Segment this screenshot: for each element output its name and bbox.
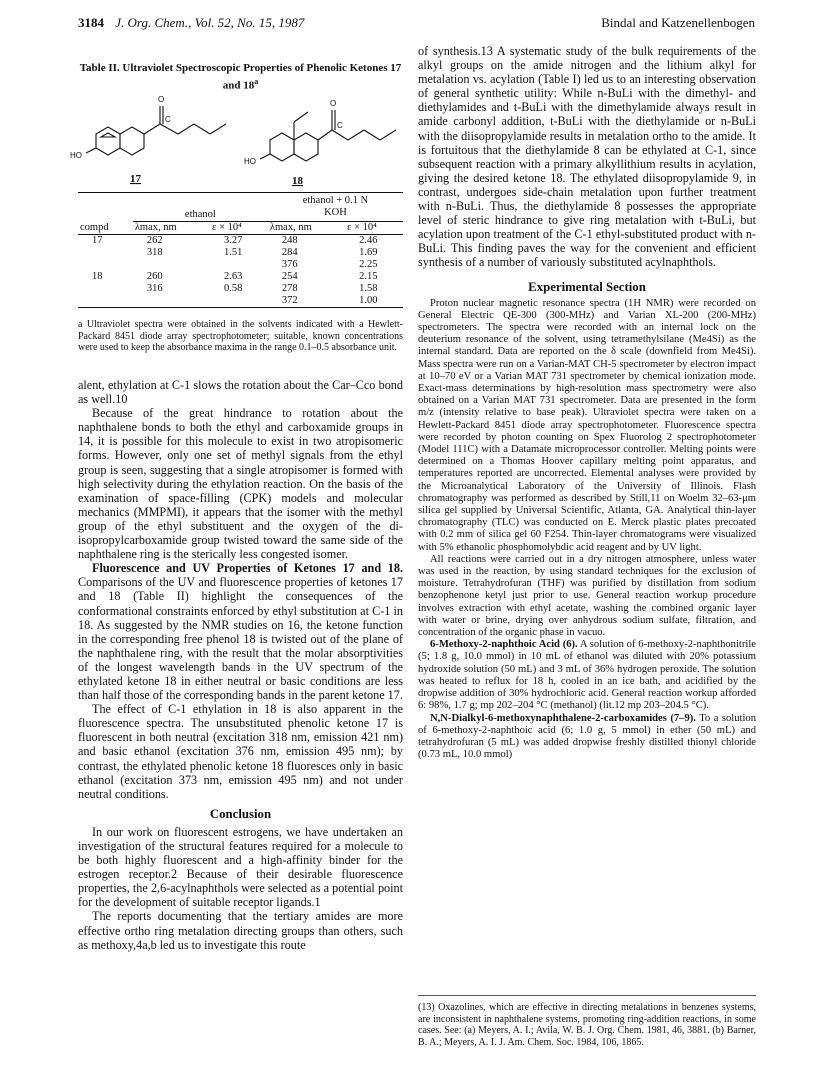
run-in-heading: 6-Methoxy-2-naphthoic Acid (6).: [430, 639, 578, 651]
paragraph: N,N-Dialkyl-6-methoxynaphthalene-2-carboxamides (7–9). To a solution of 6-methoxy-2-naphthoic acid (6; 1.0 g, 5 mmol) in ether (50 mL) and tetrahydrofuran (5 mL) was added dropwise freshly distilled thionyl chloride (0.73 mL, 10.0 mmol): [418, 712, 756, 761]
left-column: [78, 378, 403, 952]
col-eps-2: ε × 10⁴: [345, 222, 403, 235]
paragraph: The reports documenting that the tertiary amides are more effective ortho ring metalation directing groups than others, such as methoxy,4a,b led us to investigate this route: [78, 909, 403, 952]
col-eps-1: ε × 10⁴: [210, 222, 268, 235]
running-authors: Bindal and Katzenellenbogen: [601, 15, 755, 30]
table-row: 18 260 2.63 254 2.15: [92, 271, 378, 282]
running-header: [78, 15, 755, 33]
paragraph: The effect of C-1 ethylation in 18 is also apparent in the fluorescence spectra. The unsubstituted phenolic ketone 17 is fluorescent in both neutral (excitation 318 nm, emission 421 nm) and basic ethanol (excitation 376 nm, emission 495 nm); by contrast, the ethylated phenolic ketone 18 fluoresces only in basic ethanol (excitation 373 nm, emission 495 nm) and not under neutral conditions.: [78, 702, 403, 801]
paragraph: Proton nuclear magnetic resonance spectra (1H NMR) were recorded on General Electric QE-300 (300-MHz) and Varian XL-200 (200-MHz) spectrometers. The spectra were recorded with an internal lock on the deuterium resonance of the solvent, using tetramethylsilane (Me4Si) as the internal standard. Data are reported on the δ scale (downfield from Me4Si). Mass spectra were run on a Varian-MAT CH-5 spectrometer by electron impact at 10–70 eV or a Varian MAT 731 spectrometer by chemical ionization mode. Exact-mass determinations by high-resolution mass spectrometry were also obtained on a Varian MAT 731 spectrometer. Data are presented in the form m/z (intensity relative to base peak). Ultraviolet spectra were taken on a Hewlett-Packard 8451 diode array spectrophotometer. Fluorescence spectra were recorded by photon counting on Spex Fluorolog 2 spectrophotometer (Model 111C) with a Datamate microprocessor controller. Melting points were determined on a Thomas Hoover capillary melting point apparatus, and temperatures reported are uncorrected. Elemental analyses were provided by the Microanalytical Laboratory of the University of Illinois. Flash chromatography was performed as described by Still,11 on Woelm 32–63-μm silica gel supplied by Universal Scientific, Atlanta, GA. Analytical thin-layer chromatography (TLC) was conducted on E. Merck plastic plates precoated with 0.2 mm of silica gel 60 F254. Thin-layer chromatograms were visualized with 5% ethanolic phosphomolybdic acid reagent and by UV light.: [418, 297, 756, 553]
carbon-label-18: C: [337, 121, 343, 130]
paragraph: In our work on fluorescent estrogens, we have undertaken an investigation of the structural features required for a molecule to be both highly fluorescent and a high-affinity binder for the estrogen receptor.2 Because of their desirable fluorescence properties, the 2,6-acylnaphthols were selected as a potential point for the development of suitable receptor ligands.1: [78, 824, 403, 910]
right-column: [418, 44, 756, 761]
group-ethanol-koh: ethanol + 0.1 N KOH: [302, 195, 369, 218]
group-ethanol: ethanol: [184, 209, 216, 220]
table-row: 17 262 3.27 248 2.46: [92, 235, 378, 246]
paragraph: of synthesis.13 A systematic study of the bulk requirements of the alkyl groups on the amide nitrogen and the lithium alkyl for metalation vs. acylation (Table I) led us to an interesting observation of general synthetic utility: While n-BuLi with the dimethyl- and diethylamides and t-BuLi with the dimethylamide always result in amide carbonyl addition, t-BuLi with the diethylamide or n-BuLi with the diisopropylamide results in metalation ortho to the amide. It is fortuitous that the diethylamide 8 can be ethylated at C-1, since subsequent reaction with a primary alkyllithium results in acylation, giving the desired ketone 18. The ethylated diisopropylamide 9, in contrast, undergoes side-chain metalation upon further treatment with n-BuLi. Thus, the diethylamide 8 possesses the appropriate level of steric hindrance to give ring metalation with t-BuLi, but acylation upon treatment of the C-1 ethyl-substituted product with n-BuLi. This finding paves the way for the convenient and efficient synthesis of a number of variously substituted acylnaphthols.: [418, 44, 756, 270]
table-row: 372 1.00: [78, 295, 403, 308]
chemical-structures: [70, 92, 403, 192]
paragraph: Fluorescence and UV Properties of Ketones 17 and 18. Comparisons of the UV and fluorescence properties of ketones 17 and 18 (Table II) highlight the consequences of the conformational constraints enforced by ethyl substitution at C-1 in 18. As suggested by the NMR studies on 16, the ketone function in the corresponding free phenol 18 is twisted out of the plane of the naphthalene ring, with the result that the molar absorptivities of the longest wavelength bands in the UV spectrum of the ethylated ketone 18 in either neutral or basic conditions are less than half those of the corresponding bands in the parent ketone 17.: [78, 561, 403, 703]
carbon-label-17: C: [165, 115, 171, 124]
table-row: 316 0.58 278 1.58: [146, 283, 378, 294]
paragraph: 6-Methoxy-2-naphthoic Acid (6). A solution of 6-methoxy-2-naphthonitrile (5; 1.8 g, 10.0 mmol) in 10 mL of ethanol was diluted with 20% potassium hydroxide solution (50 mL) and 3 mL of 36% hydrogen peroxide. The solution was heated to reflux for 18 h, cooled in an ice bath, and acidified by the dropwise addition of 30% hydrochloric acid. General reaction workup afforded 6: 98%, 1.7 g; mp 202–204 °C (methanol) (lit.12 mp 203–204.5 °C).: [418, 639, 756, 712]
paragraph: All reactions were carried out in a dry nitrogen atmosphere, unless water was used in the reaction, by using standard techniques for the exclusion of moisture. Tetrahydrofuran (THF) was purified by distillation from sodium benzophenone ketyl just prior to use. General reaction workup procedure involves extraction with ethyl acetate, washing the combined organic layer with water or brine, drying over anhydrous sodium sulfate, filtration, and concentration of the organic phase in vacuo.: [418, 553, 756, 639]
section-heading-conclusion: Conclusion: [209, 806, 272, 821]
run-in-heading: N,N-Dialkyl-6-methoxynaphthalene-2-carboxamides (7–9).: [430, 712, 696, 724]
table-footnote: a Ultraviolet spectra were obtained in the solvents indicated with a Hewlett-Packard 8451 diode array spectrophotometer; suitable, known concentrations were used to keep the absorbance maxima in the range 0.1–0.5 absorbance unit.: [78, 319, 403, 354]
table-row: 318 1.51 284 1.69: [146, 247, 378, 258]
paragraph: Because of the great hindrance to rotation about the naphthalene bonds to both the ethyl and carboxamide groups in 14, it is possible for this molecule to exist in two atropisomeric forms. However, only one set of methyl signals from the ethyl group is seen, suggesting that a single atropisomer is formed with high selectivity during the ethylation reaction. On the basis of the examination of space-filling (CPK) models and molecular mechanics (MMPMI), it appears that the isomer with the methyl group of the ethyl substituent and the oxygen of the di-isopropylcarboxamide group twisted toward the same side of the naphthalene ring is the sterically less congested isomer.: [78, 406, 403, 562]
uv-table: [78, 192, 403, 308]
paragraph: alent, ethylation at C-1 slows the rotation about the Car–Cco bond as well.10: [78, 378, 403, 407]
run-in-heading: Fluorescence and UV Properties of Ketones 17 and 18.: [92, 561, 403, 576]
ho-label-18: HO: [244, 157, 256, 166]
ho-label-17: HO: [70, 151, 82, 160]
section-heading-experimental: Experimental Section: [528, 279, 646, 294]
oxygen-label-18: O: [330, 99, 337, 108]
table-title: Table II. Ultraviolet Spectroscopic Properties of Phenolic Ketones 17 and 18$^a$: [79, 62, 402, 92]
page-number: 3184: [78, 15, 104, 30]
journal-citation: J. Org. Chem., Vol. 52, No. 15, 1987: [115, 15, 305, 30]
experimental-text: [418, 298, 756, 762]
table-row: 376 2.25: [281, 259, 378, 270]
oxygen-label-17: O: [158, 95, 165, 104]
compound-label-18: 18: [292, 175, 303, 187]
col-lambda-2: λmax, nm: [268, 222, 345, 235]
compound-label-17: 17: [130, 173, 141, 185]
col-compd: compd: [80, 221, 109, 233]
col-lambda-1: λmax, nm: [133, 222, 210, 235]
footnote-13: (13) Oxazolines, which are effective in directing metalations in benzenes systems, are inconsistent in naphthalene systems, promoting ring-addition reactions, in some cases. See: (a) Meyers, A. I.; Avila, W. B. J. Org. Chem. 1981, 46, 3881. (b) Barner, B. A.; Meyers, A. I. J. Am. Chem. Soc. 1984, 106, 1865.: [418, 995, 756, 1048]
